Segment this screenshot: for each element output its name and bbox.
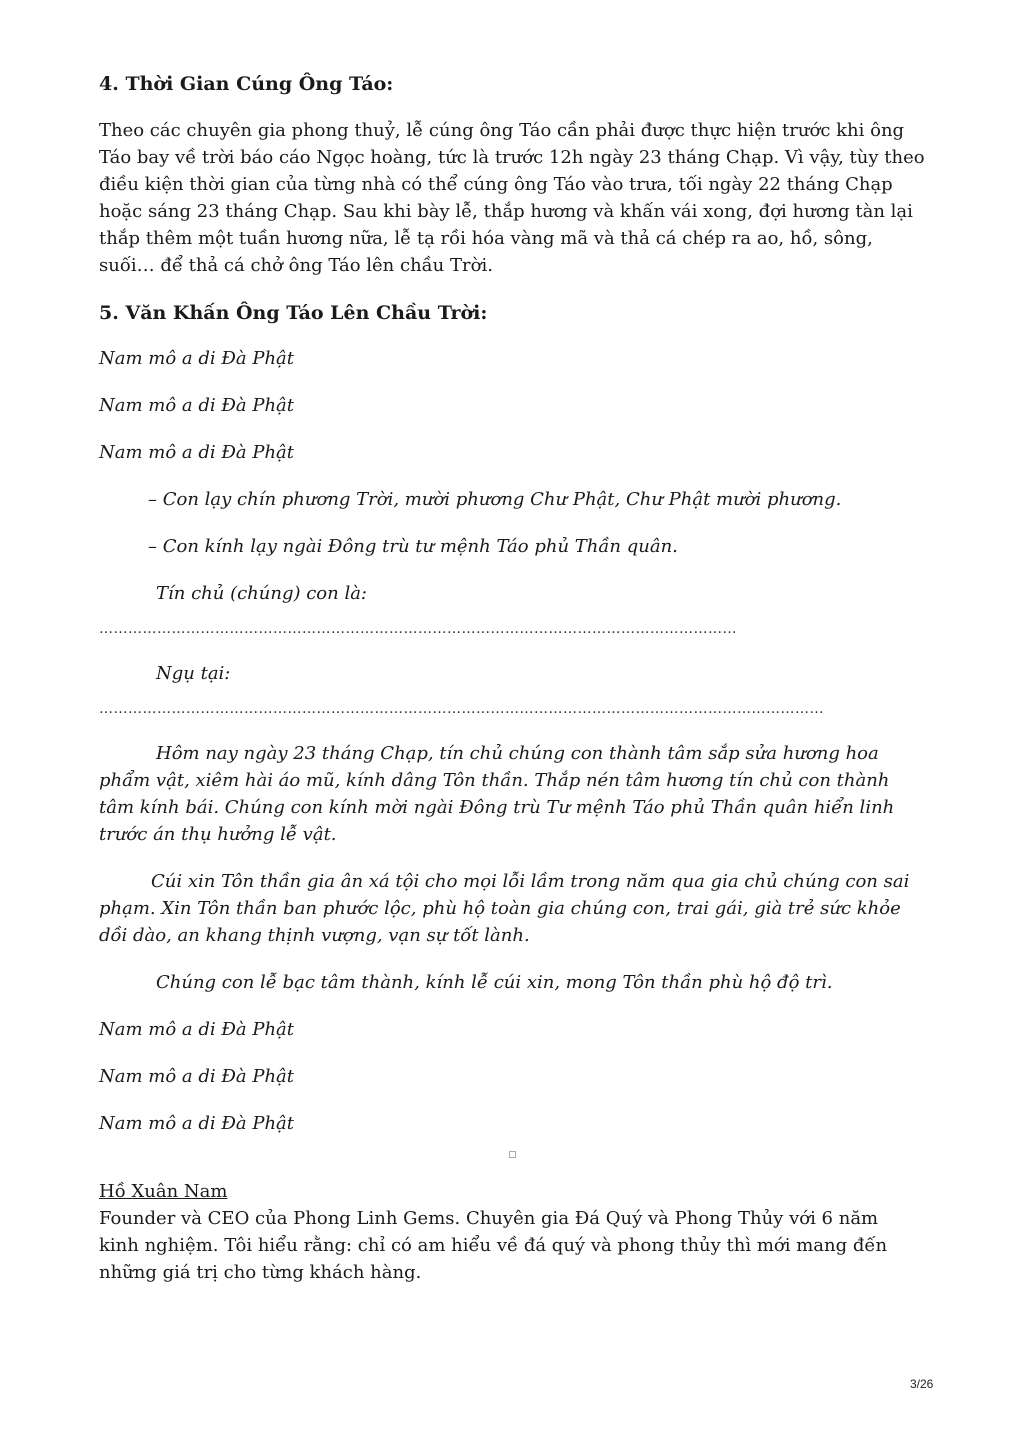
closing-chant: Nam mô a di Đà Phật [99, 1113, 295, 1134]
document-body [99, 70, 959, 1157]
section-4-paragraph: Theo các chuyên gia phong thuỷ, lễ cúng ông Táo cần phải được thực hiện trước khi ông Táo bay về trời báo cáo Ngọc hoàng, tức là trước 12h ngày 23 tháng Chạp. Vì vậy, tùy theo điều kiện thời gian của từng nhà có thể cúng ông Táo vào trưa, tối ngày 22 tháng Chạp hoặc sáng 23 tháng Chạp. Sau khi bày lễ, thắp hương và khấn vái xong, đợi hương tàn lại thắp thêm một tuần hương nữa, lễ tạ rồi hóa vàng mã và thả cá chép ra ao, hồ, sông, suối… để thả cá chở ông Táo lên chầu Trời. [99, 120, 925, 276]
prayer-paragraph-1: Hôm nay ngày 23 tháng Chạp, tín chủ chúng con thành tâm sắp sửa hương hoa phẩm vật, xiêm hài áo mũ, kính dâng Tôn thần. Thắp nén tâm hương tín chủ con thành tâm kính bái. Chúng con kính mời ngài Đông trù Tư mệnh Táo phủ Thần quân hiển linh trước án thụ hưởng lễ vật. [99, 743, 895, 845]
tin-chu-label: Tín chủ (chúng) con là: [156, 583, 367, 604]
prayer-line-1: – Con lạy chín phương Trời, mười phương Chư Phật, Chư Phật mười phương. [148, 489, 842, 510]
author-box [99, 1178, 919, 1286]
prayer-paragraph-3: Chúng con lễ bạc tâm thành, kính lễ cúi xin, mong Tôn thần phù hộ độ trì. [156, 972, 833, 993]
dotted-fill-line: …………………………………………………………………………………………………………………………………… [99, 701, 824, 717]
prayer-paragraph-2: Cúi xin Tôn thần gia ân xá tội cho mọi lỗi lầm trong năm qua gia chủ chúng con sai phạm. Xin Tôn thần ban phước lộc, phù hộ toàn gia chúng con, trai gái, già trẻ sức khỏe dồi dào, an khang thịnh vượng, vạn sự tốt lành. [99, 871, 910, 946]
image-placeholder-icon [509, 1151, 516, 1158]
opening-chant: Nam mô a di Đà Phật [99, 395, 295, 416]
dotted-fill-line: …………………………………………………………………………………………………………………… [99, 621, 737, 637]
opening-chant: Nam mô a di Đà Phật [99, 348, 295, 369]
opening-chant: Nam mô a di Đà Phật [99, 442, 295, 463]
ngu-tai-label: Ngụ tại: [156, 663, 231, 684]
page-number: 3/26 [910, 1377, 934, 1391]
author-name-link[interactable]: Hồ Xuân Nam [99, 1181, 228, 1202]
section-4-heading: 4. Thời Gian Cúng Ông Táo: [99, 73, 394, 95]
section-5-heading: 5. Văn Khấn Ông Táo Lên Chầu Trời: [99, 302, 488, 324]
prayer-line-2: – Con kính lạy ngài Đông trù tư mệnh Táo phủ Thần quân. [148, 536, 678, 557]
author-bio: Founder và CEO của Phong Linh Gems. Chuyên gia Đá Quý và Phong Thủy với 6 năm kinh nghiệm. Tôi hiểu rằng: chỉ có am hiểu về đá quý và phong thủy thì mới mang đến những giá trị cho từng khách hàng. [99, 1208, 888, 1283]
closing-chant: Nam mô a di Đà Phật [99, 1066, 295, 1087]
closing-chant: Nam mô a di Đà Phật [99, 1019, 295, 1040]
